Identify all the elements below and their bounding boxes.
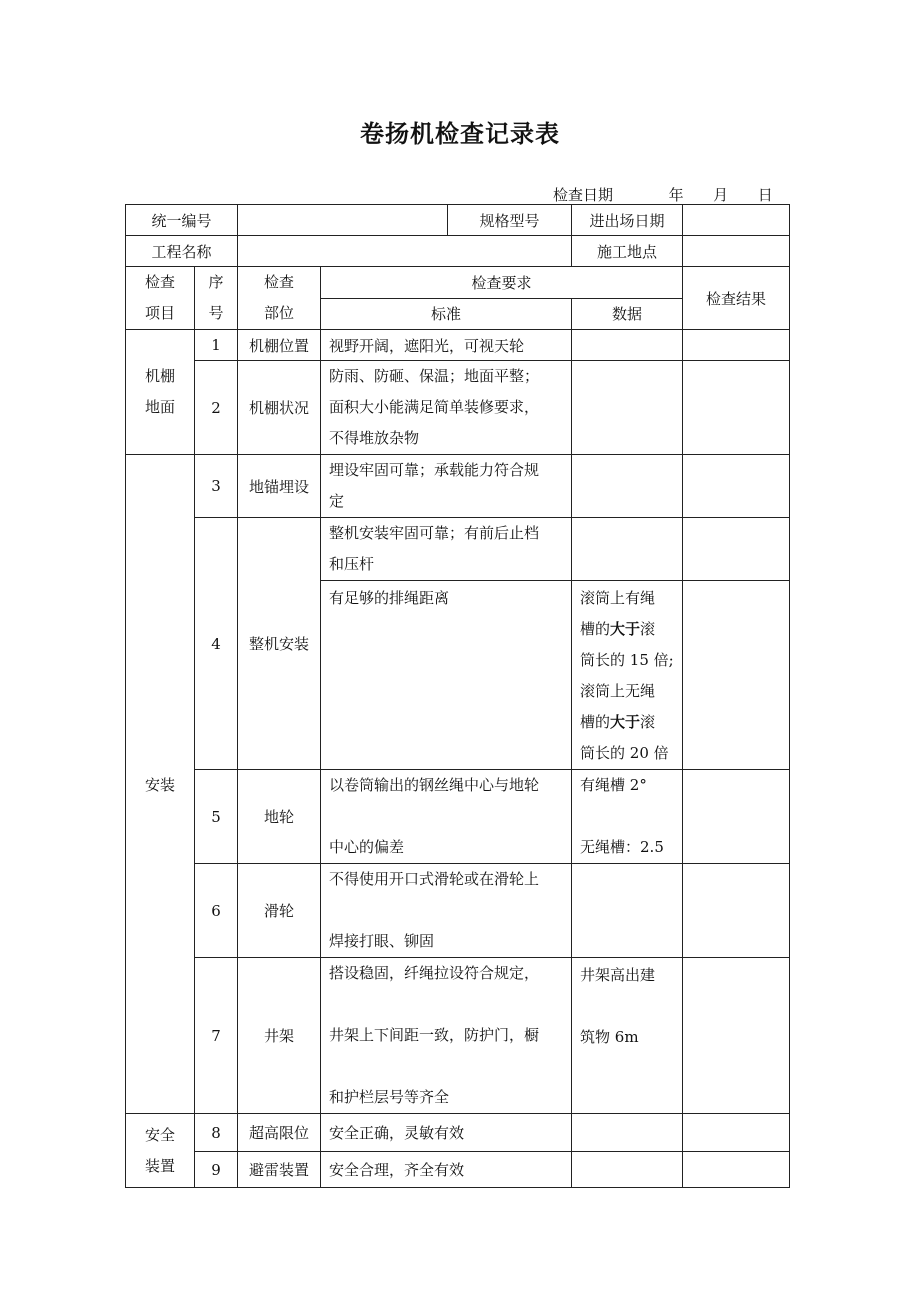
row4b-result[interactable]: [683, 581, 790, 770]
site-label: 施工地点: [572, 236, 683, 267]
row1-no: 1: [195, 330, 238, 361]
header-standard: 标准: [321, 298, 572, 330]
row1-result[interactable]: [683, 330, 790, 361]
row1-standard: 视野开阔，遮阳光，可视天轮: [321, 330, 572, 361]
header-item: [126, 267, 195, 330]
row4b-data-line4: 滚筒上无绳: [580, 682, 656, 700]
row2-data: [572, 361, 683, 455]
row3-no: 3: [195, 455, 238, 518]
inspection-date-label: 检查日期: [553, 186, 614, 204]
row4b-data-line1: 滚筒上有绳: [580, 589, 656, 607]
row4-result[interactable]: [683, 518, 790, 581]
row2-standard-line1: 防雨、防砸、保温；地面平整；: [329, 367, 540, 385]
row4b-data-line2a: 槽的: [580, 620, 611, 638]
row5-result[interactable]: [683, 770, 790, 864]
header-seq-line2: 号: [208, 304, 224, 322]
row5-standard-line1: 以卷筒输出的钢丝绳中心与地轮: [329, 776, 540, 794]
header-part: [238, 267, 321, 330]
row9-no: 9: [195, 1152, 238, 1188]
entry-exit-date-label: 进出场日期: [572, 205, 683, 236]
row2-standard-line2: 面积大小能满足简单装修要求，: [329, 398, 540, 416]
row7-data-line2: 筑物 6m: [580, 1028, 639, 1046]
row6-result[interactable]: [683, 864, 790, 958]
row5-data-line1: 有绳槽 2°: [580, 776, 647, 794]
date-day-label: 日: [757, 186, 773, 204]
group-safety-line1: 安全: [144, 1125, 175, 1144]
header-seq: [195, 267, 238, 330]
row6-part: 滑轮: [238, 864, 321, 958]
row4b-data-line6: 筒长的 20 倍: [580, 744, 669, 762]
row9-data: [572, 1152, 683, 1188]
row8-result[interactable]: [683, 1114, 790, 1152]
group-shed: [126, 330, 195, 455]
unified-no-label: 统一编号: [126, 205, 238, 236]
row5-part: 地轮: [238, 770, 321, 864]
project-name-field[interactable]: [238, 236, 572, 267]
row4-no: 4: [195, 518, 238, 770]
row4-standard-line1: 整机安装牢固可靠；有前后止档: [329, 524, 540, 542]
row9-part: 避雷装置: [238, 1152, 321, 1188]
row1-data: [572, 330, 683, 361]
row4b-data-line5: [580, 707, 674, 738]
header-part-line1: 检查: [264, 273, 295, 291]
row2-standard: [321, 361, 572, 455]
header-item-line2: 项目: [144, 304, 175, 322]
project-name-label: 工程名称: [126, 236, 238, 267]
row4b-data-line2b: 大于: [610, 620, 641, 638]
row2-part: 机棚状况: [238, 361, 321, 455]
row7-data-line1: 井架高出建: [580, 966, 656, 984]
row3-standard: [321, 455, 572, 518]
entry-exit-date-field[interactable]: [683, 205, 790, 236]
row4b-data-line5c: 滚: [640, 713, 656, 731]
row4-standard: [321, 518, 572, 581]
row4b-data-line2: [580, 614, 674, 645]
row4b-data: [572, 581, 683, 770]
row7-no: 7: [195, 958, 238, 1114]
row8-standard: 安全正确，灵敏有效: [321, 1114, 572, 1152]
row8-part: 超高限位: [238, 1114, 321, 1152]
site-field[interactable]: [683, 236, 790, 267]
row6-no: 6: [195, 864, 238, 958]
date-year-label: 年: [668, 186, 684, 204]
row3-standard-line1: 埋设牢固可靠；承载能力符合规: [329, 461, 540, 479]
row8-data: [572, 1114, 683, 1152]
row4-standard-line2: 和压杆: [329, 555, 375, 573]
row8-no: 8: [195, 1114, 238, 1152]
row4b-data-line5a: 槽的: [580, 713, 611, 731]
group-shed-line2: 地面: [144, 398, 175, 416]
row3-data: [572, 455, 683, 518]
page-title: 卷扬机检查记录表: [360, 119, 560, 148]
unified-no-field[interactable]: [238, 205, 448, 236]
group-safety-line2: 装置: [144, 1156, 175, 1175]
row6-standard-line2: 焊接打眼、铆固: [329, 932, 435, 950]
row6-standard: [321, 864, 572, 958]
group-shed-line1: 机棚: [144, 367, 175, 385]
row7-standard: [321, 958, 572, 1114]
spec-model-label: 规格型号: [448, 205, 572, 236]
row5-standard: [321, 770, 572, 864]
row5-no: 5: [195, 770, 238, 864]
row3-result[interactable]: [683, 455, 790, 518]
row7-standard-line1: 搭设稳固，纤绳拉设符合规定，: [329, 964, 540, 982]
inspection-table: [125, 204, 790, 1188]
row6-data: [572, 864, 683, 958]
row7-standard-line2: 井架上下间距一致，防护门，橱: [329, 1026, 540, 1044]
row7-part: 井架: [238, 958, 321, 1114]
header-data: 数据: [572, 298, 683, 330]
row4-data: [572, 518, 683, 581]
row4b-data-line2c: 滚: [640, 620, 656, 638]
group-safety: [126, 1114, 195, 1188]
header-seq-line1: 序: [208, 273, 224, 291]
inspection-date-line: [553, 184, 773, 205]
row1-part: 机棚位置: [238, 330, 321, 361]
row2-no: 2: [195, 361, 238, 455]
header-result: 检查结果: [683, 267, 790, 330]
row7-standard-line3: 和护栏层号等齐全: [329, 1088, 450, 1106]
row6-standard-line1: 不得使用开口式滑轮或在滑轮上: [329, 870, 540, 888]
row2-standard-line3: 不得堆放杂物: [329, 429, 420, 447]
row4b-data-line3: 筒长的 15 倍;: [580, 651, 674, 669]
row5-standard-line2: 中心的偏差: [329, 838, 405, 856]
row5-data-line2: 无绳槽：2.5: [580, 838, 664, 856]
row7-result[interactable]: [683, 958, 790, 1114]
header-part-line2: 部位: [264, 304, 295, 322]
header-item-line1: 检查: [144, 273, 175, 291]
row9-result[interactable]: [683, 1152, 790, 1188]
row4b-data-line5b: 大于: [610, 713, 641, 731]
row2-result[interactable]: [683, 361, 790, 455]
row4b-standard: 有足够的排绳距离: [321, 581, 572, 770]
row4-part: 整机安装: [238, 518, 321, 770]
row3-standard-line2: 定: [329, 492, 345, 510]
date-month-label: 月: [713, 186, 729, 204]
row7-data: [572, 958, 683, 1114]
group-install: 安装: [126, 455, 195, 1114]
row9-standard: 安全合理，齐全有效: [321, 1152, 572, 1188]
row5-data: [572, 770, 683, 864]
header-requirements: 检查要求: [321, 267, 683, 299]
row3-part: 地锚埋设: [238, 455, 321, 518]
